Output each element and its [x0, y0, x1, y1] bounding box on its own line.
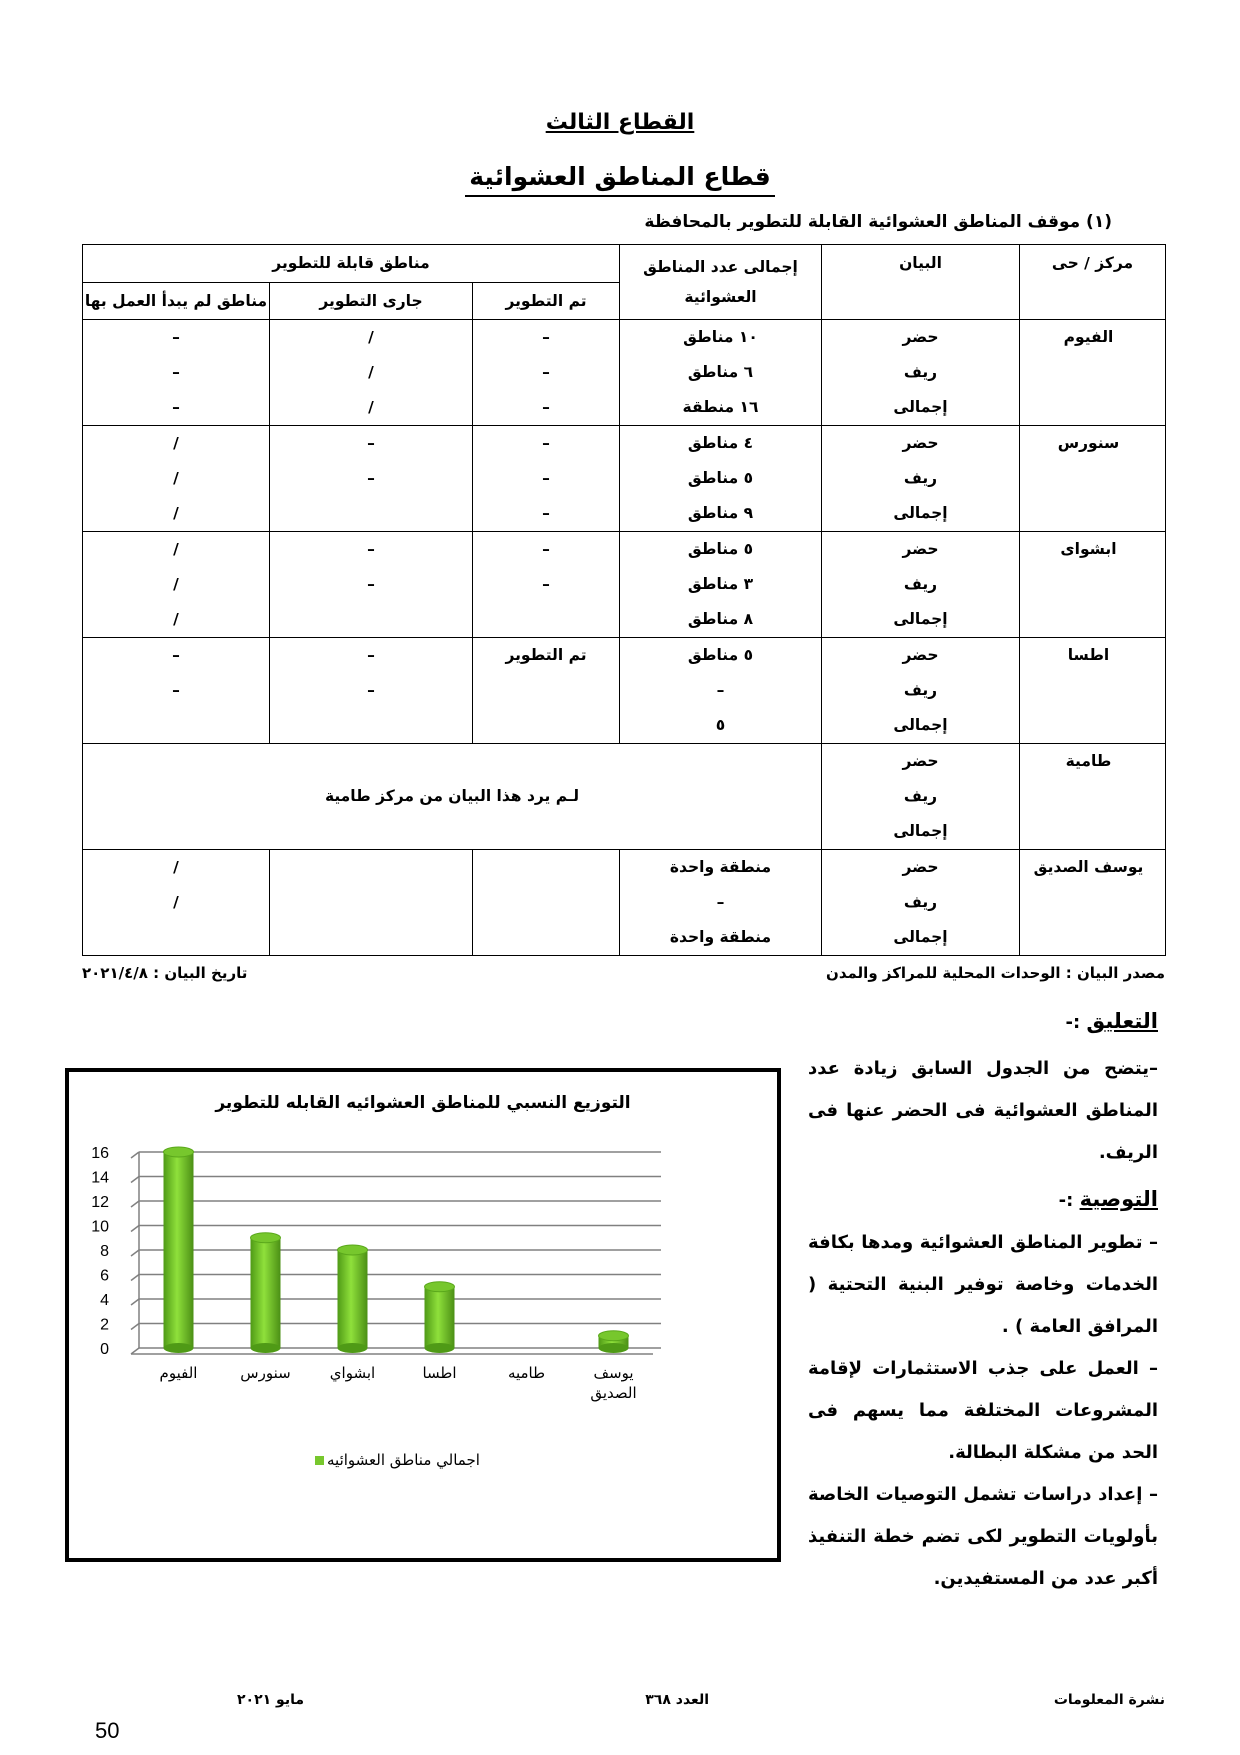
- cell-line: إجمالى: [893, 928, 948, 946]
- bar-base: [338, 1343, 368, 1353]
- cell-line: ٩ مناطق: [687, 504, 754, 522]
- cell-line: حضر: [902, 858, 939, 876]
- cell-line: /: [173, 858, 179, 876]
- developed-cell: [473, 850, 620, 956]
- y-tick-label: 6: [100, 1267, 109, 1285]
- gridline-depth: [131, 1201, 139, 1207]
- x-tick-label: الفيوم: [159, 1364, 198, 1382]
- cell-line: إجمالى: [893, 610, 948, 628]
- cell-line: [270, 708, 472, 743]
- x-tick-label: يوسف: [593, 1364, 634, 1382]
- labels-cell: [822, 320, 1020, 426]
- totals-cell: [620, 532, 822, 638]
- bar-base: [164, 1343, 194, 1353]
- informal-areas-table: [82, 244, 1166, 956]
- cell-line: /: [173, 540, 179, 558]
- footer-publication: نشرة المعلومات: [1053, 1692, 1165, 1708]
- district-cell: اطسا: [1020, 638, 1166, 744]
- bar: [164, 1152, 194, 1348]
- in-progress-cell: [270, 426, 473, 532]
- cell-line: ٥ مناطق: [687, 540, 754, 558]
- recommendation-heading: التوصية :-: [1058, 1187, 1158, 1211]
- gridline-depth: [131, 1226, 139, 1232]
- gridline-depth: [131, 1275, 139, 1281]
- cell-line: حضر: [902, 540, 939, 558]
- header-developed: تم التطوير: [473, 283, 620, 320]
- header-district: مركز / حى: [1020, 245, 1166, 320]
- bar-base: [599, 1343, 629, 1353]
- cell-line: [473, 850, 619, 885]
- table-row: [83, 744, 1166, 850]
- page-number: 50: [95, 1718, 120, 1743]
- cell-line: –: [542, 328, 550, 346]
- cell-line: ٣ مناطق: [687, 575, 754, 593]
- cell-line: ٨ مناطق: [687, 610, 754, 628]
- cell-line: –: [172, 363, 180, 381]
- gridline-depth: [131, 1152, 139, 1158]
- bar-base: [425, 1343, 455, 1353]
- gridline-depth: [131, 1250, 139, 1256]
- legend-label: اجمالي مناطق العشوائيه: [327, 1451, 480, 1469]
- header-developable: مناطق قابلة للتطوير: [83, 245, 620, 283]
- cell-line: /: [368, 328, 374, 346]
- bar-top: [164, 1147, 194, 1157]
- cell-line: تم التطوير: [505, 646, 587, 664]
- y-tick-label: 10: [91, 1218, 109, 1236]
- sector-name-text: قطاع المناطق العشوائية: [465, 162, 775, 197]
- cell-line: –: [367, 681, 375, 699]
- labels-cell: [822, 426, 1020, 532]
- table-row: [83, 320, 1166, 426]
- y-tick-label: 2: [100, 1316, 109, 1334]
- table-row: [83, 532, 1166, 638]
- cell-line: حضر: [902, 434, 939, 452]
- cell-line: إجمالى: [893, 504, 948, 522]
- cell-line: حضر: [902, 646, 939, 664]
- cell-line: –: [542, 469, 550, 487]
- cell-line: –: [716, 893, 725, 911]
- cell-line: ريف: [903, 787, 938, 805]
- in-progress-cell: [270, 850, 473, 956]
- in-progress-cell: [270, 320, 473, 426]
- bar-top: [251, 1233, 281, 1243]
- table-row: [83, 638, 1166, 744]
- table-row: [83, 850, 1166, 956]
- header-statement: البيان: [822, 245, 1020, 320]
- bar-top: [425, 1282, 455, 1292]
- cell-line: /: [173, 893, 179, 911]
- gridline-depth: [131, 1348, 139, 1354]
- header-in-progress: جارى التطوير: [270, 283, 473, 320]
- labels-cell: [822, 744, 1020, 850]
- cell-line: ريف: [903, 469, 938, 487]
- district-cell: ابشواى: [1020, 532, 1166, 638]
- footer-issue: العدد ٣٦٨: [645, 1692, 709, 1708]
- cell-line: ٥ مناطق: [687, 469, 754, 487]
- cell-line: [270, 496, 472, 531]
- y-tick-label: 12: [91, 1194, 109, 1211]
- header-not-started: مناطق لم يبدأ العمل بها: [83, 283, 270, 320]
- totals-cell: [620, 850, 822, 956]
- cell-line: –: [172, 681, 180, 699]
- cell-line: ريف: [903, 893, 938, 911]
- cell-line: –: [367, 540, 375, 558]
- chart-title: التوزيع النسبي للمناطق العشوائيه القابله للتطوير: [215, 1093, 631, 1113]
- cell-line: إجمالى: [893, 398, 948, 416]
- cell-line: ٦ مناطق: [687, 363, 754, 381]
- cell-line: ريف: [903, 363, 938, 381]
- cell-line: منطقة واحدة: [669, 858, 772, 876]
- cell-line: –: [542, 575, 550, 593]
- y-tick-label: 4: [100, 1292, 109, 1309]
- bar: [251, 1238, 281, 1348]
- in-progress-cell: [270, 638, 473, 744]
- labels-cell: [822, 532, 1020, 638]
- cell-line: –: [367, 646, 375, 664]
- cell-line: –: [367, 575, 375, 593]
- cell-line: [83, 708, 269, 743]
- cell-line: –: [542, 398, 550, 416]
- district-cell: سنورس: [1020, 426, 1166, 532]
- x-tick-label: الصديق: [590, 1384, 637, 1402]
- totals-cell: [620, 320, 822, 426]
- recommendation-item: – العمل على جذب الاستثمارات لإقامة المشروعات المختلفة مما يسهم فى الحد من مشكلة البطالة.: [808, 1358, 1158, 1463]
- cell-line: حضر: [902, 328, 939, 346]
- cell-line: /: [368, 398, 374, 416]
- cell-line: –: [542, 434, 550, 452]
- developed-cell: [473, 532, 620, 638]
- recommendation-item: – إعداد دراسات تشمل التوصيات الخاصة بأولويات التطوير لكى تضم خطة التنفيذ أكبر عدد من المستفيدين.: [808, 1484, 1158, 1589]
- cell-line: [270, 885, 472, 920]
- cell-line: إجمالى: [893, 716, 948, 734]
- in-progress-cell: [270, 532, 473, 638]
- gridline-depth: [131, 1177, 139, 1183]
- cell-line: –: [716, 681, 725, 699]
- cell-line: إجمالى: [893, 822, 948, 840]
- cell-line: [473, 885, 619, 920]
- table-row: [83, 426, 1166, 532]
- labels-cell: [822, 850, 1020, 956]
- labels-cell: [822, 638, 1020, 744]
- cell-line: /: [368, 363, 374, 381]
- commentary-section: [808, 1000, 1158, 1600]
- y-tick-label: 14: [91, 1169, 109, 1187]
- bar-top: [599, 1331, 629, 1341]
- not-started-cell: [83, 320, 270, 426]
- source-note: مصدر البيان : الوحدات المحلية للمراكز والمدن: [826, 964, 1165, 982]
- district-cell: الفيوم: [1020, 320, 1166, 426]
- sector-number: القطاع الثالث: [545, 110, 695, 135]
- cell-line: ريف: [903, 575, 938, 593]
- gridline-depth: [131, 1299, 139, 1305]
- y-tick-label: 16: [91, 1145, 109, 1162]
- cell-line: –: [367, 469, 375, 487]
- cell-line: [83, 920, 269, 955]
- bar-chart: [69, 1072, 777, 1558]
- header-total-areas: إجمالى عدد المناطق العشوائية: [620, 245, 822, 320]
- commentary-heading: التعليق :-: [1065, 1009, 1158, 1033]
- bar-base: [251, 1343, 281, 1353]
- x-tick-label: سنورس: [240, 1364, 291, 1382]
- district-cell: طامية: [1020, 744, 1166, 850]
- cell-line: [473, 602, 619, 637]
- cell-line: ٥ مناطق: [687, 646, 754, 664]
- legend-swatch: [315, 1456, 324, 1465]
- sector-name: [0, 162, 1240, 191]
- cell-line: –: [542, 504, 550, 522]
- cell-line: /: [173, 434, 179, 452]
- y-tick-label: 0: [100, 1341, 109, 1358]
- gridline-depth: [131, 1324, 139, 1330]
- developed-cell: [473, 638, 620, 744]
- footer-date: مايو ٢٠٢١: [237, 1692, 305, 1708]
- cell-line: منطقة واحدة: [669, 928, 772, 946]
- cell-line: –: [172, 398, 180, 416]
- cell-line: /: [173, 469, 179, 487]
- totals-cell: [620, 426, 822, 532]
- cell-line: ٥: [715, 716, 726, 734]
- x-tick-label: طاميه: [507, 1364, 546, 1382]
- cell-line: [270, 850, 472, 885]
- cell-line: /: [173, 610, 179, 628]
- cell-line: حضر: [902, 752, 939, 770]
- not-started-cell: [83, 638, 270, 744]
- chart-frame: [65, 1068, 781, 1562]
- not-started-cell: [83, 532, 270, 638]
- cell-line: –: [367, 434, 375, 452]
- developed-cell: [473, 320, 620, 426]
- cell-line: –: [542, 540, 550, 558]
- cell-line: [473, 708, 619, 743]
- totals-cell: [620, 638, 822, 744]
- bar: [338, 1250, 368, 1348]
- cell-line: –: [542, 363, 550, 381]
- missing-data-note: لـم يرد هذا البيان من مركز طامية: [324, 787, 580, 805]
- date-note: تاريخ البيان : ٢٠٢١/٤/٨: [82, 964, 248, 982]
- commentary-text: –يتضح من الجدول السابق زيادة عدد المناطق العشوائية فى الحضر عنها فى الريف.: [808, 1058, 1158, 1163]
- not-started-cell: [83, 426, 270, 532]
- bar: [425, 1287, 455, 1348]
- cell-line: [473, 673, 619, 708]
- cell-line: ٤ مناطق: [687, 434, 754, 452]
- bar-top: [338, 1245, 368, 1255]
- cell-line: ريف: [903, 681, 938, 699]
- cell-line: [473, 920, 619, 955]
- cell-line: –: [172, 646, 180, 664]
- merged-note-cell: [83, 744, 822, 850]
- cell-line: –: [172, 328, 180, 346]
- y-tick-label: 8: [100, 1243, 109, 1260]
- x-tick-label: ابشواي: [329, 1364, 376, 1382]
- developed-cell: [473, 426, 620, 532]
- cell-line: ١٠ مناطق: [683, 328, 758, 346]
- district-cell: يوسف الصديق: [1020, 850, 1166, 956]
- x-tick-label: اطسا: [422, 1364, 457, 1382]
- not-started-cell: [83, 850, 270, 956]
- cell-line: /: [173, 504, 179, 522]
- recommendation-item: – تطوير المناطق العشوائية ومدها بكافة الخدمات وخاصة توفير البنية التحتية ( المرافق العامة ) .: [808, 1232, 1158, 1337]
- cell-line: ١٦ منطقة: [682, 398, 759, 416]
- table-title: (١) موقف المناطق العشوائية القابلة للتطوير بالمحافظة: [644, 212, 1112, 232]
- cell-line: [270, 920, 472, 955]
- cell-line: /: [173, 575, 179, 593]
- cell-line: [270, 602, 472, 637]
